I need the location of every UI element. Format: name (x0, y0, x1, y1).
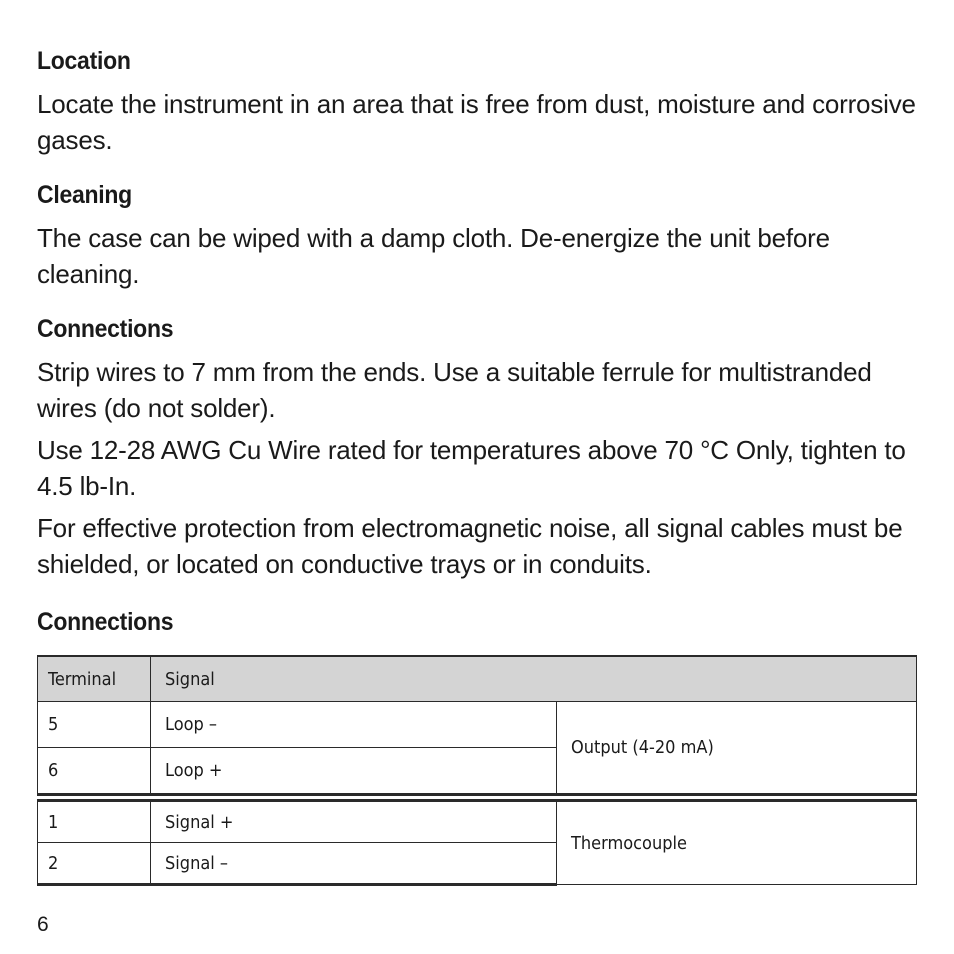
header-signal: Signal (151, 656, 917, 702)
header-terminal: Terminal (38, 656, 151, 702)
connections-paragraph-strip: Strip wires to 7 mm from the ends. Use a suitable ferrule for multistranded wires (do not solder). (37, 357, 872, 423)
terminal-cell: 5 (38, 702, 151, 748)
section-heading-location: Location (37, 47, 131, 75)
connections-paragraph-wire: Use 12-28 AWG Cu Wire rated for temperatures above 70 °C Only, tighten to 4.5 lb-In. (37, 435, 906, 501)
page-number: 6 (37, 913, 49, 936)
table-row (38, 801, 917, 843)
terminal-cell: 2 (38, 843, 151, 885)
location-paragraph: Locate the instrument in an area that is free from dust, moisture and corrosive gases. (37, 89, 916, 155)
function-cell-output: Output (4-20 mA) (557, 702, 917, 795)
signal-cell: Signal – (151, 843, 557, 885)
connections-paragraph-shielding: For effective protection from electromagnetic noise, all signal cables must be shielded, or located on conductive trays or in conduits. (37, 513, 903, 579)
cleaning-paragraph: The case can be wiped with a damp cloth. De-energize the unit before cleaning. (37, 223, 830, 289)
signal-cell: Loop – (151, 702, 557, 748)
section-heading-connections: Connections (37, 315, 174, 343)
signal-cell: Signal + (151, 801, 557, 843)
table-title: Connections (37, 608, 174, 636)
section-heading-cleaning: Cleaning (37, 181, 132, 209)
terminal-cell: 6 (38, 748, 151, 795)
table-header-row (38, 656, 917, 702)
function-cell-thermocouple: Thermocouple (557, 801, 917, 885)
connections-table (37, 655, 917, 886)
signal-cell: Loop + (151, 748, 557, 795)
terminal-cell: 1 (38, 801, 151, 843)
table-row (38, 702, 917, 748)
